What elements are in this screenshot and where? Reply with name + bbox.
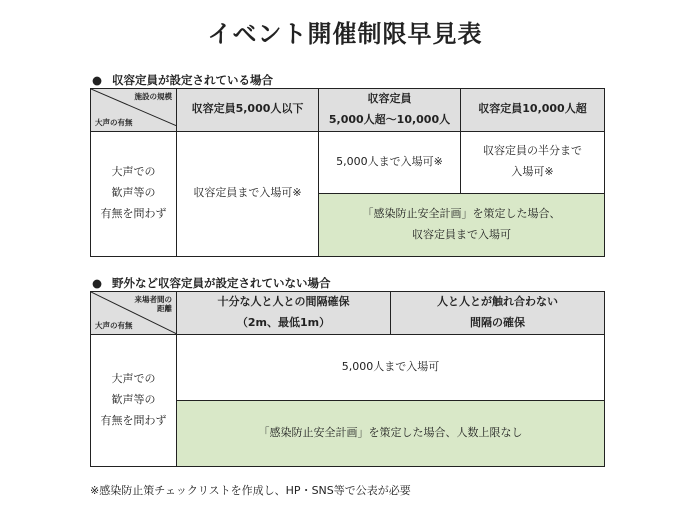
- corner-top-label: 施設の規模: [134, 92, 172, 101]
- col-header-2: [319, 89, 461, 132]
- row-label-line2: 歓声等の: [111, 186, 156, 200]
- col-header-2-line2: 間隔の確保: [470, 315, 525, 329]
- cell-up-to-capacity: 収容定員まで入場可※: [177, 131, 319, 256]
- corner-bottom-label: 大声の有無: [95, 118, 133, 128]
- cell-safety-plan-line2: 収容定員まで入場可: [412, 227, 511, 241]
- col-header-1: [177, 292, 391, 335]
- col-header-2: [391, 292, 605, 335]
- col-header-1: 収容定員5,000人以下: [177, 89, 319, 132]
- row-label: [91, 334, 177, 466]
- corner-header: [91, 89, 177, 132]
- section2-heading: [92, 275, 331, 291]
- col-header-1-line1: 十分な人と人との間隔確保: [217, 295, 350, 308]
- bullet-icon: ●: [92, 276, 103, 290]
- bullet-icon: ●: [92, 73, 103, 87]
- cell-safety-plan-line1: 「感染防止安全計画」を策定した場合、: [362, 206, 561, 220]
- col-header-2-line2: 5,000人超～10,000人: [328, 112, 451, 126]
- row-label-line2: 歓声等の: [111, 392, 156, 406]
- cell-half-capacity: [461, 131, 605, 193]
- corner-bottom-label: 大声の有無: [95, 321, 133, 331]
- corner-top-label: [135, 295, 173, 314]
- row-label-line3: 有無を問わず: [100, 207, 167, 221]
- cell-half-line1: 収容定員の半分まで: [483, 144, 582, 158]
- row-label-line3: 有無を問わず: [100, 413, 167, 427]
- cell-half-line2: 入場可※: [511, 165, 554, 179]
- col-header-3: 収容定員10,000人超: [461, 89, 605, 132]
- corner-header: [91, 292, 177, 335]
- section1-heading-text: 収容定員が設定されている場合: [112, 73, 274, 87]
- cell-5000-limit: 5,000人まで入場可: [177, 334, 605, 400]
- section1-heading: [92, 72, 273, 88]
- col-header-2-line1: 人と人とが触れ合わない: [437, 295, 558, 308]
- col-header-2-line1: 収容定員: [367, 92, 412, 105]
- row-label-line1: 大声での: [111, 371, 156, 385]
- cell-safety-plan: 「感染防止安全計画」を策定した場合、人数上限なし: [177, 400, 605, 466]
- outdoor-table: [90, 291, 605, 467]
- section2-heading-text: 野外など収容定員が設定されていない場合: [112, 276, 331, 290]
- page-title: イベント開催制限早見表: [207, 20, 483, 48]
- corner-top-line1: 来場者間の: [134, 295, 172, 304]
- row-label-line1: 大声での: [111, 165, 156, 179]
- footnote: ※感染防止策チェックリストを作成し、HP・SNS等で公表が必要: [90, 484, 411, 497]
- corner-top-line2: 距離: [157, 304, 172, 314]
- cell-5000-limit: 5,000人まで入場可※: [319, 131, 461, 193]
- col-header-1-line2: （2m、最低1m）: [236, 315, 331, 329]
- row-label: [91, 131, 177, 256]
- capacity-table: [90, 88, 605, 257]
- cell-safety-plan: [319, 193, 605, 256]
